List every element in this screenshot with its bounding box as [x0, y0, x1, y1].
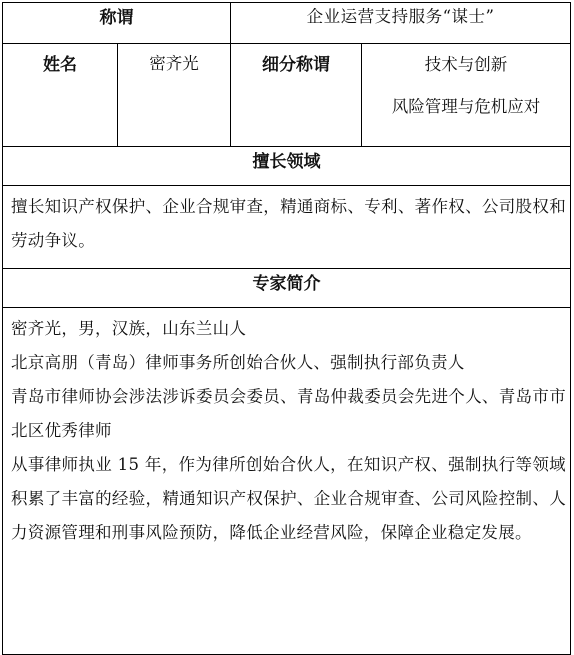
- title-label: 称谓: [3, 3, 231, 44]
- bio-row: [3, 308, 571, 655]
- title-row: [3, 3, 571, 44]
- bio-header: 专家简介: [3, 269, 571, 308]
- bio-paragraph: 密齐光，男，汉族，山东兰山人: [11, 319, 247, 338]
- sub-title-item: 风险管理与危机应对: [391, 97, 541, 116]
- title-value: 企业运营支持服务“谋士”: [231, 3, 571, 44]
- sub-title-item: 技术与创新: [424, 55, 508, 74]
- bio-cell: [3, 308, 571, 655]
- bio-paragraph: 从事律师执业 15 年，作为律所创始合伙人，在知识产权、强制执行等领域积累了丰富的经验，精通知识产权保护、企业合规审查、公司风险控制、人力资源管理和刑事风险预防，降低企业经营风险，保障企业稳定发展。: [11, 455, 566, 542]
- bio-header-row: [3, 269, 571, 308]
- bio-paragraph: 北京高朋（青岛）律师事务所创始合伙人、强制执行部负责人: [11, 353, 465, 372]
- skills-row: [3, 186, 571, 269]
- sub-title-label: 细分称谓: [231, 44, 362, 147]
- skills-header: 擅长领域: [3, 147, 571, 186]
- sub-title-values: [362, 44, 571, 147]
- bio-paragraph: 青岛市律师协会涉法涉诉委员会委员、青岛仲裁委员会先进个人、青岛市市北区优秀律师: [11, 387, 566, 440]
- name-label: 姓名: [3, 44, 118, 147]
- name-value: 密齐光: [118, 44, 231, 147]
- info-row: [3, 44, 571, 147]
- skills-text: 擅长知识产权保护、企业合规审查，精通商标、专利、著作权、公司股权和劳动争议。: [3, 186, 571, 269]
- skills-header-row: [3, 147, 571, 186]
- expert-profile-table: [2, 2, 571, 655]
